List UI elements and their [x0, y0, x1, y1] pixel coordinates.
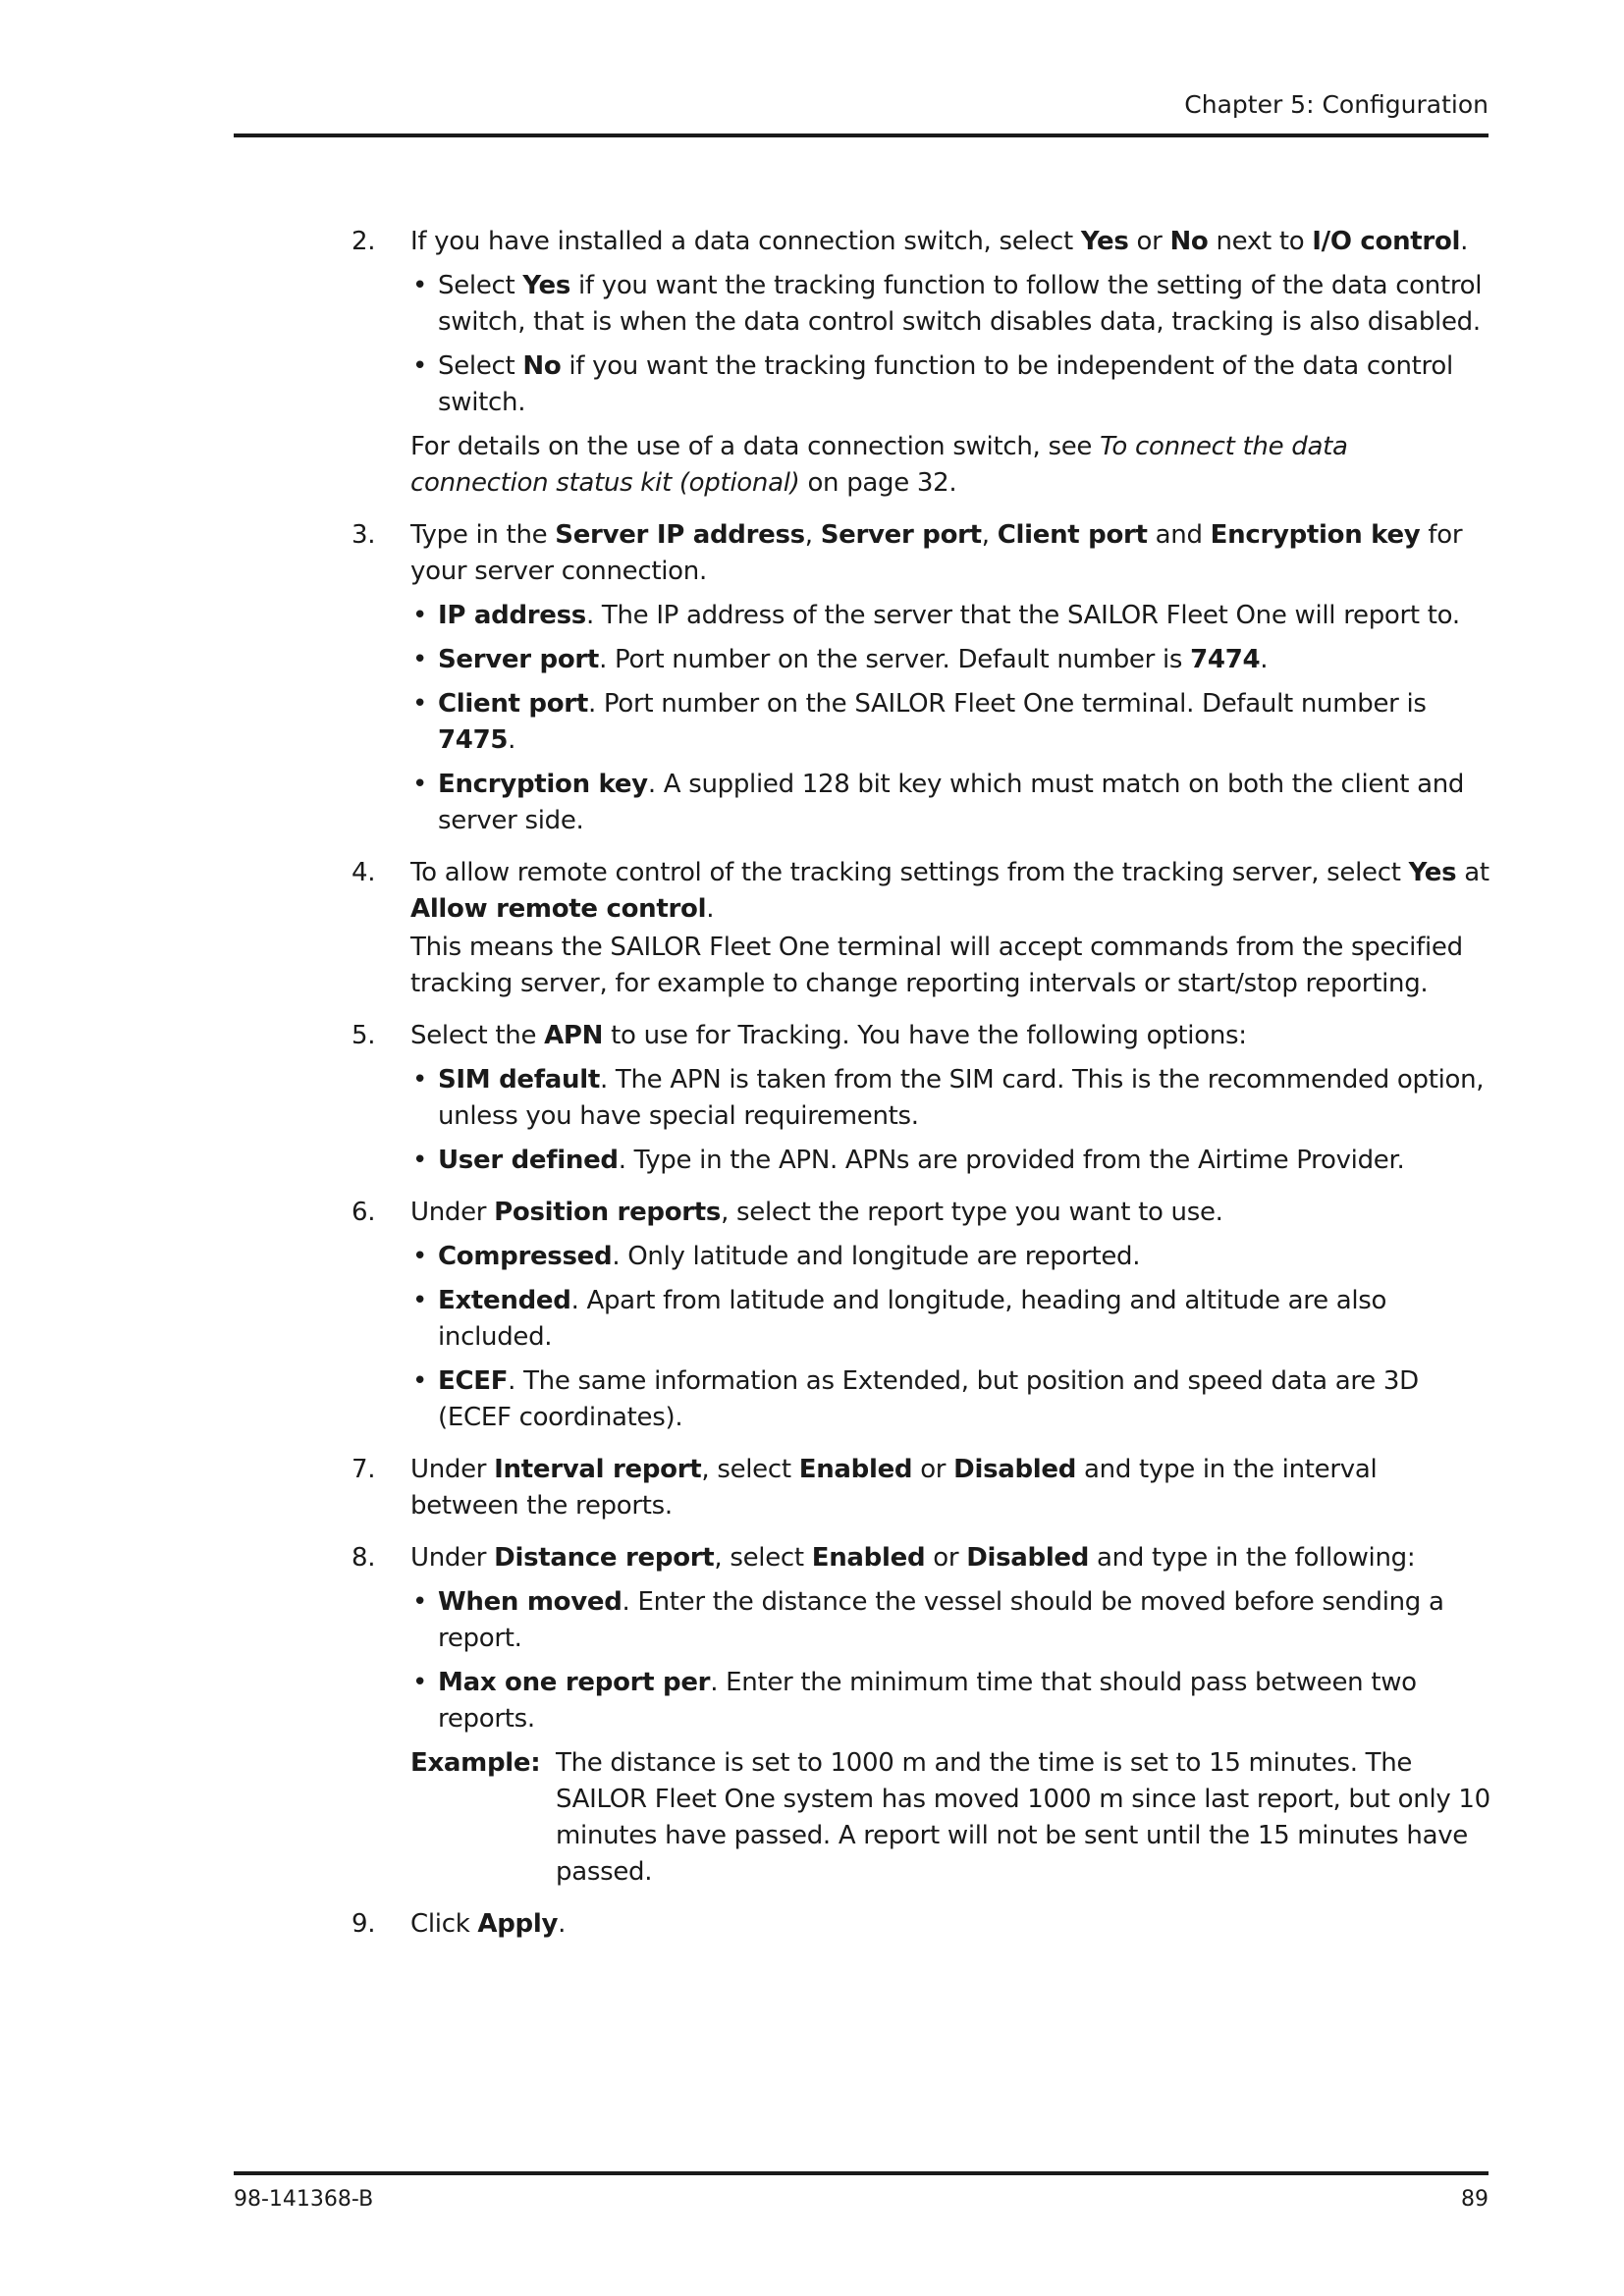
step-4 [352, 855, 1490, 1002]
step-number: 5. [352, 1021, 376, 1050]
step-2 [352, 224, 1490, 502]
list-item: • Compressed. Only latitude and longitude are reported. [410, 1239, 1490, 1275]
page-number: 89 [1461, 2187, 1489, 2212]
step-note: For details on the use of a data connection switch, see To connect the data connection status kit (optional) on page 32. [410, 432, 1348, 498]
step-3 [352, 517, 1490, 839]
list-item: • Select Yes if you want the tracking function to follow the setting of the data control switch, that is when the data control switch disables data, tracking is also disabled. [410, 268, 1490, 341]
list-item: • Extended. Apart from latitude and longitude, heading and altitude are also included. [410, 1283, 1490, 1356]
cross-reference-link[interactable]: To connect the data connection status kit (optional) [410, 432, 1348, 498]
page-content [352, 224, 1490, 1958]
step-text: Under Distance report, select Enabled or Disabled and type in the following: [410, 1543, 1416, 1573]
step-number: 3. [352, 520, 376, 550]
step-number: 2. [352, 227, 376, 256]
step-5 [352, 1018, 1490, 1179]
document-id: 98-141368-B [234, 2187, 374, 2212]
list-item: • When moved. Enter the distance the vessel should be moved before sending a report. [410, 1584, 1490, 1657]
step-text: Under Position reports, select the report type you want to use. [410, 1198, 1223, 1227]
bullet-list [410, 598, 1490, 839]
bullet-list [410, 1584, 1490, 1737]
step-text: To allow remote control of the tracking settings from the tracking server, select Yes at Allow remote control. [410, 858, 1489, 924]
example-block [410, 1745, 1490, 1891]
step-text: Type in the Server IP address, Server port, Client port and Encryption key for your server connection. [410, 520, 1463, 586]
step-number: 7. [352, 1455, 376, 1484]
list-item: • Server port. Port number on the server. Default number is 7474. [410, 642, 1490, 678]
step-8 [352, 1540, 1490, 1891]
step-note: This means the SAILOR Fleet One terminal will accept commands from the specified tracking server, for example to change reporting intervals or start/stop reporting. [410, 933, 1463, 998]
example-text: The distance is set to 1000 m and the time is set to 15 minutes. The SAILOR Fleet One system has moved 1000 m since last report, but only 10 minutes have passed. A report will not be sent until the 15 minutes have passed. [556, 1748, 1490, 1887]
list-item: • SIM default. The APN is taken from the SIM card. This is the recommended option, unless you have special requirements. [410, 1062, 1490, 1135]
step-6 [352, 1195, 1490, 1436]
step-text: If you have installed a data connection switch, select Yes or No next to I/O control. [410, 227, 1469, 256]
list-item: • ECEF. The same information as Extended, but position and speed data are 3D (ECEF coordinates). [410, 1363, 1490, 1436]
bullet-list [410, 1062, 1490, 1179]
list-item: • Max one report per. Enter the minimum time that should pass between two reports. [410, 1665, 1490, 1737]
list-item: • Encryption key. A supplied 128 bit key which must match on both the client and server side. [410, 767, 1490, 839]
step-text: Select the APN to use for Tracking. You have the following options: [410, 1021, 1247, 1050]
step-9 [352, 1906, 1490, 1943]
step-number: 4. [352, 858, 376, 887]
step-7 [352, 1452, 1490, 1524]
bullet-list [410, 268, 1490, 421]
step-number: 9. [352, 1909, 376, 1939]
list-item: • Client port. Port number on the SAILOR Fleet One terminal. Default number is 7475. [410, 686, 1490, 759]
step-number: 6. [352, 1198, 376, 1227]
list-item: • IP address. The IP address of the server that the SAILOR Fleet One will report to. [410, 598, 1490, 634]
list-item: • Select No if you want the tracking function to be independent of the data control switch. [410, 348, 1490, 421]
example-label: Example: [410, 1748, 541, 1778]
bullet-list [410, 1239, 1490, 1436]
step-number: 8. [352, 1543, 376, 1573]
chapter-title: Chapter 5: Configuration [1184, 90, 1489, 119]
page-footer [234, 2171, 1489, 2212]
step-text: Click Apply. [410, 1909, 567, 1939]
step-text: Under Interval report, select Enabled or Disabled and type in the interval between the reports. [410, 1455, 1378, 1521]
list-item: • User defined. Type in the APN. APNs are provided from the Airtime Provider. [410, 1143, 1490, 1179]
page-header [234, 86, 1489, 137]
